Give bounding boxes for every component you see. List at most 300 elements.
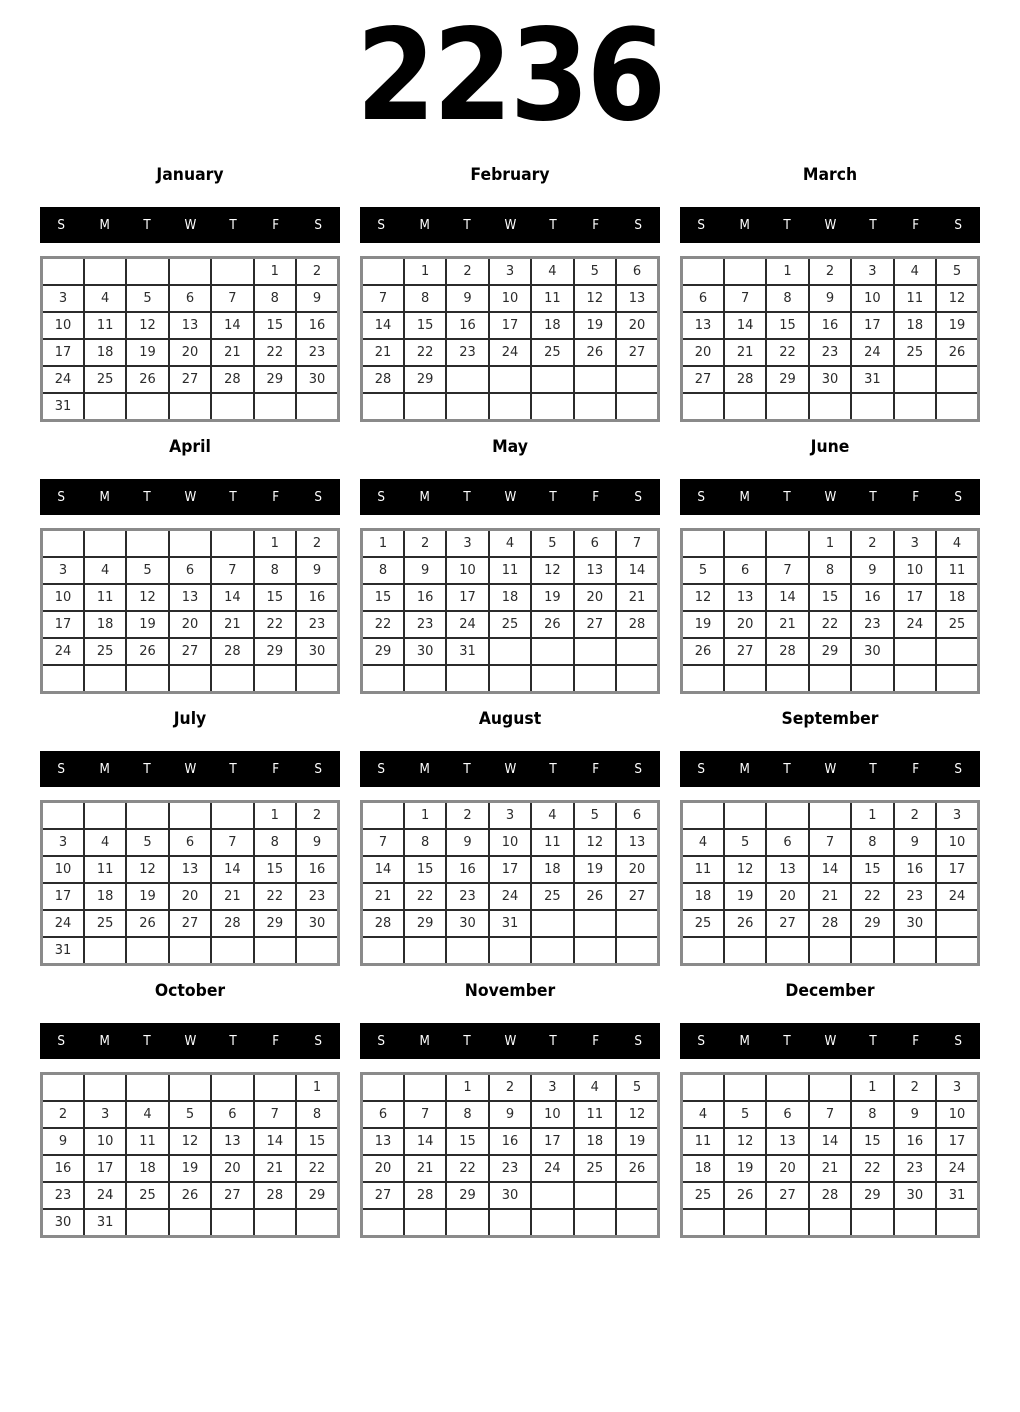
month-name: February: [470, 165, 550, 185]
month-april: [40, 437, 340, 694]
month-days-table: [360, 1072, 660, 1238]
day-cell: 5: [724, 1101, 766, 1128]
day-cell: 31: [936, 1182, 978, 1209]
day-cell: 21: [211, 611, 253, 638]
day-cell: 12: [574, 285, 616, 312]
day-cell: 8: [296, 1101, 338, 1128]
day-cell: 26: [126, 638, 168, 665]
empty-day-cell: [936, 366, 978, 393]
day-cell: 29: [254, 366, 296, 393]
weekday-letter: S: [697, 489, 706, 505]
day-cell: 16: [894, 856, 936, 883]
empty-day-cell: [362, 393, 404, 421]
weekday-letter: M: [99, 489, 110, 505]
day-cell: 17: [894, 584, 936, 611]
day-cell: 26: [169, 1182, 211, 1209]
day-cell: 18: [894, 312, 936, 339]
day-cell: 13: [724, 584, 766, 611]
weekday-header-bar: [680, 1023, 980, 1059]
day-cell: 15: [446, 1128, 488, 1155]
day-cell: 15: [254, 856, 296, 883]
day-cell: 14: [616, 557, 658, 584]
day-cell: 27: [766, 910, 808, 937]
day-cell: 2: [489, 1074, 531, 1102]
day-cell: 22: [809, 611, 851, 638]
day-cell: 26: [682, 638, 724, 665]
empty-day-cell: [724, 665, 766, 693]
empty-day-cell: [574, 1182, 616, 1209]
weekday-header-bar: [40, 751, 340, 787]
empty-day-cell: [574, 665, 616, 693]
month-days-table: [40, 256, 340, 422]
day-cell: 5: [126, 557, 168, 584]
day-cell: 7: [211, 557, 253, 584]
weekday-letter: T: [869, 489, 877, 505]
empty-day-cell: [682, 530, 724, 558]
day-cell: 16: [404, 584, 446, 611]
day-cell: 9: [894, 829, 936, 856]
week-row: [362, 1182, 659, 1209]
empty-day-cell: [296, 937, 338, 965]
empty-day-cell: [936, 638, 978, 665]
day-cell: 12: [936, 285, 978, 312]
week-row: [362, 829, 659, 856]
day-cell: 30: [894, 910, 936, 937]
empty-day-cell: [616, 366, 658, 393]
day-cell: 8: [404, 829, 446, 856]
month-days-body: [362, 802, 659, 965]
day-cell: 16: [446, 856, 488, 883]
day-cell: 12: [724, 1128, 766, 1155]
empty-day-cell: [211, 802, 253, 830]
week-row: [42, 1209, 339, 1237]
empty-day-cell: [362, 258, 404, 286]
day-cell: 16: [296, 584, 338, 611]
month-days-table: [680, 528, 980, 694]
empty-day-cell: [616, 665, 658, 693]
empty-day-cell: [211, 1074, 253, 1102]
month-days-body: [682, 802, 979, 965]
weekday-letter: S: [377, 217, 386, 233]
day-cell: 2: [809, 258, 851, 286]
weekday-header-bar: [40, 207, 340, 243]
week-row: [362, 910, 659, 937]
empty-day-cell: [126, 1209, 168, 1237]
day-cell: 11: [682, 856, 724, 883]
day-cell: 1: [254, 530, 296, 558]
empty-day-cell: [531, 393, 573, 421]
day-cell: 15: [254, 584, 296, 611]
day-cell: 7: [254, 1101, 296, 1128]
day-cell: 10: [489, 285, 531, 312]
month-days-body: [42, 802, 339, 965]
day-cell: 25: [894, 339, 936, 366]
day-cell: 20: [682, 339, 724, 366]
week-row: [42, 1074, 339, 1102]
weekday-letter: T: [869, 1033, 877, 1049]
day-cell: 20: [362, 1155, 404, 1182]
day-cell: 4: [84, 829, 126, 856]
day-cell: 11: [84, 584, 126, 611]
day-cell: 19: [126, 883, 168, 910]
day-cell: 29: [254, 638, 296, 665]
day-cell: 26: [724, 1182, 766, 1209]
week-row: [682, 638, 979, 665]
day-cell: 4: [894, 258, 936, 286]
day-cell: 10: [851, 285, 893, 312]
weekday-letter: M: [739, 217, 750, 233]
day-cell: 2: [894, 802, 936, 830]
day-cell: 18: [682, 883, 724, 910]
day-cell: 26: [126, 366, 168, 393]
week-row: [682, 557, 979, 584]
week-row: [42, 1128, 339, 1155]
weekday-letter: S: [314, 761, 323, 777]
day-cell: 18: [84, 611, 126, 638]
weekday-letter: F: [912, 1033, 920, 1049]
day-cell: 30: [296, 366, 338, 393]
day-cell: 4: [489, 530, 531, 558]
day-cell: 17: [936, 1128, 978, 1155]
day-cell: 7: [211, 829, 253, 856]
day-cell: 12: [126, 312, 168, 339]
weekday-header-bar: [40, 479, 340, 515]
day-cell: 30: [296, 638, 338, 665]
day-cell: 4: [84, 285, 126, 312]
weekday-letter: S: [314, 489, 323, 505]
day-cell: 21: [766, 611, 808, 638]
empty-day-cell: [809, 393, 851, 421]
day-cell: 16: [446, 312, 488, 339]
day-cell: 12: [616, 1101, 658, 1128]
day-cell: 5: [574, 258, 616, 286]
month-days-body: [682, 258, 979, 421]
week-row: [42, 339, 339, 366]
weekday-letter: M: [419, 1033, 430, 1049]
day-cell: 29: [446, 1182, 488, 1209]
empty-day-cell: [404, 937, 446, 965]
empty-day-cell: [169, 530, 211, 558]
day-cell: 30: [404, 638, 446, 665]
empty-day-cell: [574, 638, 616, 665]
day-cell: 4: [531, 258, 573, 286]
empty-day-cell: [682, 802, 724, 830]
day-cell: 22: [404, 339, 446, 366]
day-cell: 2: [296, 530, 338, 558]
day-cell: 27: [169, 638, 211, 665]
day-cell: 28: [616, 611, 658, 638]
day-cell: 9: [296, 557, 338, 584]
week-row: [362, 530, 659, 558]
week-row: [362, 1209, 659, 1237]
week-row: [682, 937, 979, 965]
empty-day-cell: [126, 937, 168, 965]
year-title: [0, 0, 1020, 150]
empty-day-cell: [126, 665, 168, 693]
week-row: [682, 1182, 979, 1209]
day-cell: 21: [809, 1155, 851, 1182]
month-name: May: [492, 437, 528, 457]
day-cell: 13: [766, 1128, 808, 1155]
month-name: April: [169, 437, 211, 457]
empty-day-cell: [211, 665, 253, 693]
day-cell: 24: [936, 883, 978, 910]
empty-day-cell: [84, 802, 126, 830]
week-row: [362, 802, 659, 830]
day-cell: 1: [851, 1074, 893, 1102]
weekday-letter: F: [272, 489, 280, 505]
week-row: [362, 611, 659, 638]
weekday-letter: S: [634, 217, 643, 233]
year-text: 2236: [356, 0, 664, 149]
day-cell: 24: [42, 638, 84, 665]
empty-day-cell: [296, 1209, 338, 1237]
week-row: [42, 393, 339, 421]
day-cell: 28: [724, 366, 766, 393]
weekday-letter: T: [869, 761, 877, 777]
month-name: December: [785, 981, 875, 1001]
day-cell: 14: [766, 584, 808, 611]
day-cell: 24: [851, 339, 893, 366]
empty-day-cell: [362, 665, 404, 693]
empty-day-cell: [616, 1209, 658, 1237]
week-row: [42, 883, 339, 910]
weekday-header-bar: [680, 207, 980, 243]
day-cell: 3: [42, 557, 84, 584]
day-cell: 9: [404, 557, 446, 584]
empty-day-cell: [489, 665, 531, 693]
weekday-letter: M: [419, 761, 430, 777]
empty-day-cell: [616, 638, 658, 665]
weekday-letter: T: [143, 1033, 151, 1049]
day-cell: 2: [894, 1074, 936, 1102]
day-cell: 17: [531, 1128, 573, 1155]
week-row: [682, 1209, 979, 1237]
day-cell: 7: [211, 285, 253, 312]
weekday-letter: T: [229, 489, 237, 505]
empty-day-cell: [42, 258, 84, 286]
day-cell: 22: [851, 1155, 893, 1182]
month-august: [360, 709, 660, 966]
empty-day-cell: [682, 937, 724, 965]
month-name: October: [154, 981, 226, 1001]
day-cell: 25: [489, 611, 531, 638]
weekday-letter: M: [739, 489, 750, 505]
day-cell: 13: [682, 312, 724, 339]
day-cell: 25: [84, 638, 126, 665]
day-cell: 29: [404, 910, 446, 937]
week-row: [362, 1074, 659, 1102]
weekday-letter: W: [824, 1033, 836, 1049]
day-cell: 27: [574, 611, 616, 638]
week-row: [42, 258, 339, 286]
day-cell: 5: [724, 829, 766, 856]
day-cell: 14: [211, 584, 253, 611]
day-cell: 1: [404, 802, 446, 830]
day-cell: 15: [296, 1128, 338, 1155]
day-cell: 21: [211, 339, 253, 366]
day-cell: 9: [851, 557, 893, 584]
month-days-table: [360, 800, 660, 966]
week-row: [682, 665, 979, 693]
week-row: [42, 530, 339, 558]
day-cell: 3: [936, 1074, 978, 1102]
empty-day-cell: [489, 638, 531, 665]
day-cell: 9: [489, 1101, 531, 1128]
empty-day-cell: [531, 366, 573, 393]
weekday-letter: F: [592, 761, 600, 777]
empty-day-cell: [489, 937, 531, 965]
weekday-letter: T: [143, 489, 151, 505]
day-cell: 22: [254, 611, 296, 638]
empty-day-cell: [724, 1209, 766, 1237]
weekday-letter: F: [272, 217, 280, 233]
day-cell: 3: [489, 802, 531, 830]
weekday-letter: T: [549, 489, 557, 505]
day-cell: 6: [169, 829, 211, 856]
weekday-letter: W: [184, 1033, 196, 1049]
day-cell: 27: [211, 1182, 253, 1209]
day-cell: 15: [766, 312, 808, 339]
day-cell: 11: [126, 1128, 168, 1155]
week-row: [362, 883, 659, 910]
day-cell: 24: [531, 1155, 573, 1182]
empty-day-cell: [211, 1209, 253, 1237]
weekday-letter: S: [634, 761, 643, 777]
day-cell: 25: [682, 1182, 724, 1209]
weekday-letter: F: [592, 1033, 600, 1049]
week-row: [42, 665, 339, 693]
day-cell: 18: [84, 339, 126, 366]
day-cell: 19: [574, 856, 616, 883]
day-cell: 19: [531, 584, 573, 611]
day-cell: 10: [936, 1101, 978, 1128]
week-row: [362, 937, 659, 965]
day-cell: 23: [404, 611, 446, 638]
day-cell: 12: [682, 584, 724, 611]
day-cell: 4: [531, 802, 573, 830]
month-july: [40, 709, 340, 966]
day-cell: 30: [851, 638, 893, 665]
week-row: [682, 910, 979, 937]
week-row: [362, 285, 659, 312]
empty-day-cell: [766, 530, 808, 558]
day-cell: 27: [682, 366, 724, 393]
day-cell: 5: [936, 258, 978, 286]
day-cell: 22: [254, 339, 296, 366]
day-cell: 9: [296, 829, 338, 856]
day-cell: 28: [809, 910, 851, 937]
month-march: [680, 165, 980, 422]
day-cell: 18: [489, 584, 531, 611]
empty-day-cell: [936, 910, 978, 937]
day-cell: 20: [574, 584, 616, 611]
week-row: [42, 557, 339, 584]
empty-day-cell: [296, 665, 338, 693]
day-cell: 26: [531, 611, 573, 638]
week-row: [42, 1155, 339, 1182]
empty-day-cell: [682, 665, 724, 693]
day-cell: 3: [42, 285, 84, 312]
day-cell: 19: [724, 1155, 766, 1182]
week-row: [362, 366, 659, 393]
day-cell: 17: [42, 883, 84, 910]
empty-day-cell: [724, 802, 766, 830]
weekday-letter: W: [504, 761, 516, 777]
day-cell: 3: [84, 1101, 126, 1128]
day-cell: 24: [84, 1182, 126, 1209]
empty-day-cell: [254, 937, 296, 965]
weekday-letter: M: [99, 761, 110, 777]
day-cell: 3: [851, 258, 893, 286]
weekday-letter: S: [954, 217, 963, 233]
weekday-letter: S: [634, 1033, 643, 1049]
empty-day-cell: [84, 530, 126, 558]
day-cell: 27: [616, 883, 658, 910]
day-cell: 8: [362, 557, 404, 584]
week-row: [682, 339, 979, 366]
empty-day-cell: [574, 910, 616, 937]
month-days-table: [680, 256, 980, 422]
empty-day-cell: [531, 665, 573, 693]
day-cell: 5: [574, 802, 616, 830]
month-october: [40, 981, 340, 1238]
day-cell: 23: [446, 883, 488, 910]
day-cell: 19: [616, 1128, 658, 1155]
day-cell: 29: [362, 638, 404, 665]
empty-day-cell: [42, 665, 84, 693]
empty-day-cell: [531, 638, 573, 665]
empty-day-cell: [126, 530, 168, 558]
weekday-letter: F: [272, 761, 280, 777]
day-cell: 26: [574, 339, 616, 366]
day-cell: 26: [724, 910, 766, 937]
empty-day-cell: [211, 937, 253, 965]
empty-day-cell: [809, 937, 851, 965]
empty-day-cell: [809, 665, 851, 693]
day-cell: 23: [296, 339, 338, 366]
day-cell: 19: [126, 339, 168, 366]
empty-day-cell: [362, 937, 404, 965]
day-cell: 19: [724, 883, 766, 910]
day-cell: 18: [531, 856, 573, 883]
day-cell: 30: [894, 1182, 936, 1209]
day-cell: 13: [169, 856, 211, 883]
empty-day-cell: [126, 802, 168, 830]
weekday-header-bar: [360, 207, 660, 243]
day-cell: 26: [126, 910, 168, 937]
month-days-body: [42, 258, 339, 421]
day-cell: 8: [404, 285, 446, 312]
empty-day-cell: [404, 1074, 446, 1102]
month-name: January: [156, 165, 224, 185]
day-cell: 21: [362, 339, 404, 366]
day-cell: 16: [296, 856, 338, 883]
day-cell: 31: [851, 366, 893, 393]
weekday-letter: S: [57, 1033, 66, 1049]
day-cell: 18: [84, 883, 126, 910]
day-cell: 6: [766, 829, 808, 856]
day-cell: 30: [489, 1182, 531, 1209]
weekday-letter: T: [229, 1033, 237, 1049]
day-cell: 6: [766, 1101, 808, 1128]
day-cell: 7: [616, 530, 658, 558]
month-days-table: [40, 800, 340, 966]
month-name: August: [478, 709, 542, 729]
day-cell: 1: [296, 1074, 338, 1102]
week-row: [42, 584, 339, 611]
weekday-letter: F: [272, 1033, 280, 1049]
